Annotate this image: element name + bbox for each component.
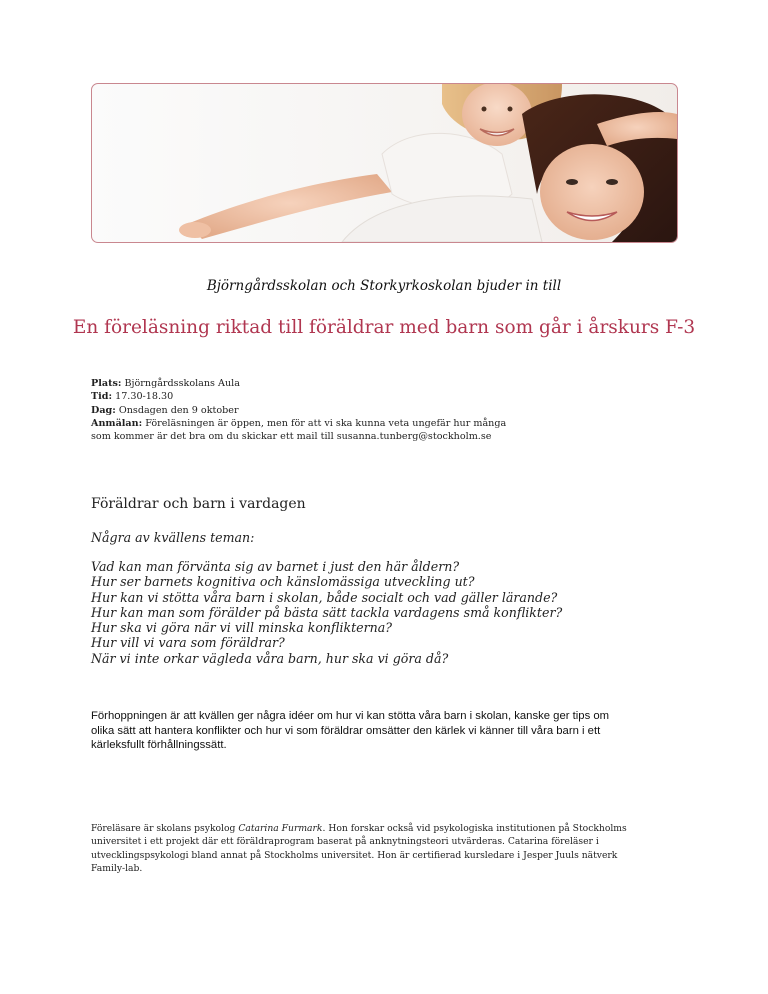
signup-line [91,417,691,430]
day-line [91,404,691,417]
place-value: Björngårdsskolans Aula [121,378,240,389]
day-value: Onsdagen den 9 oktober [115,404,239,416]
themes-intro: Några av kvällens teman: [91,530,255,545]
child-hand [179,222,211,238]
lecturer-line-1-rest: . Hon forskar också vid psykologiska institutionen på Stockholms [322,823,627,834]
lecturer-line-3: utvecklingspsykologi bland annat på Stockholms universitet. Hon är certifierad kursledare i Jesper Juuls nätverk [91,849,618,861]
signup-label: Anmälan: [91,417,143,429]
lecturer-paragraph [91,822,681,875]
signup-line-2: som kommer är det bra om du skickar ett mail till susanna.tunberg@stockholm.se [91,431,492,443]
theme-list [91,559,711,666]
time-line [91,390,691,403]
list-item: Vad kan man förvänta sig av barnet i just den här åldern? [91,559,460,574]
signup-value: Föreläsningen är öppen, men för att vi ska kunna veta ungefär hur många [142,417,507,429]
lecturer-line-1 [91,822,681,835]
list-item: Hur kan vi stötta våra barn i skolan, både socialt och vad gäller lärande? [91,589,558,605]
hope-paragraph [91,709,681,753]
hope-line-3: kärleksfullt förhållningssätt. [91,739,227,752]
list-item: När vi inte orkar vägleda våra barn, hur ska vi göra då? [91,650,449,666]
mother-and-daughter-photo [92,84,677,242]
lecturer-intro: Föreläsare är skolans psykolog [91,823,239,834]
list-item: Hur ska vi göra när vi vill minska konflikterna? [91,620,393,636]
mother-face [540,144,644,240]
page-title: En föreläsning riktad till föräldrar med barn som går i årskurs F-3 [72,317,696,338]
event-info [91,377,691,443]
hope-line-1: Förhoppningen är att kvällen ger några idéer om hur vi kan stötta våra barn i skolan, kanske ger tips om [91,710,610,722]
list-item: Hur vill vi vara som föräldrar? [91,635,285,651]
hero-photo [91,83,678,243]
list-item: Hur ser barnets kognitiva och känslomässiga utveckling ut? [91,574,475,590]
list-item: Hur kan man som förälder på bästa sätt tackla vardagens små konflikter? [91,604,563,620]
section-title: Föräldrar och barn i vardagen [91,496,306,512]
mother-shirt [342,196,542,242]
child-face [462,84,532,146]
lecturer-line-2: universitet i ett projekt där ett föräldraprogram baserat på anknytningsteori utvärderas. Catarina föreläser i [91,836,599,848]
hope-line-2: olika sätt att hantera konflikter och hur vi som föräldrar omsätter den kärlek vi känner till våra barn i ett [91,724,601,737]
lecturer-name: Catarina Furmark [238,823,323,834]
invitation-line: Björngårdsskolan och Storkyrkoskolan bjuder in till [206,278,562,294]
lecturer-line-4: Family-lab. [91,862,143,874]
time-value: 17.30-18.30 [112,391,174,403]
day-label: Dag: [91,404,116,416]
place-line [91,377,691,390]
time-label: Tid: [91,391,113,403]
place-label: Plats: [91,378,122,389]
